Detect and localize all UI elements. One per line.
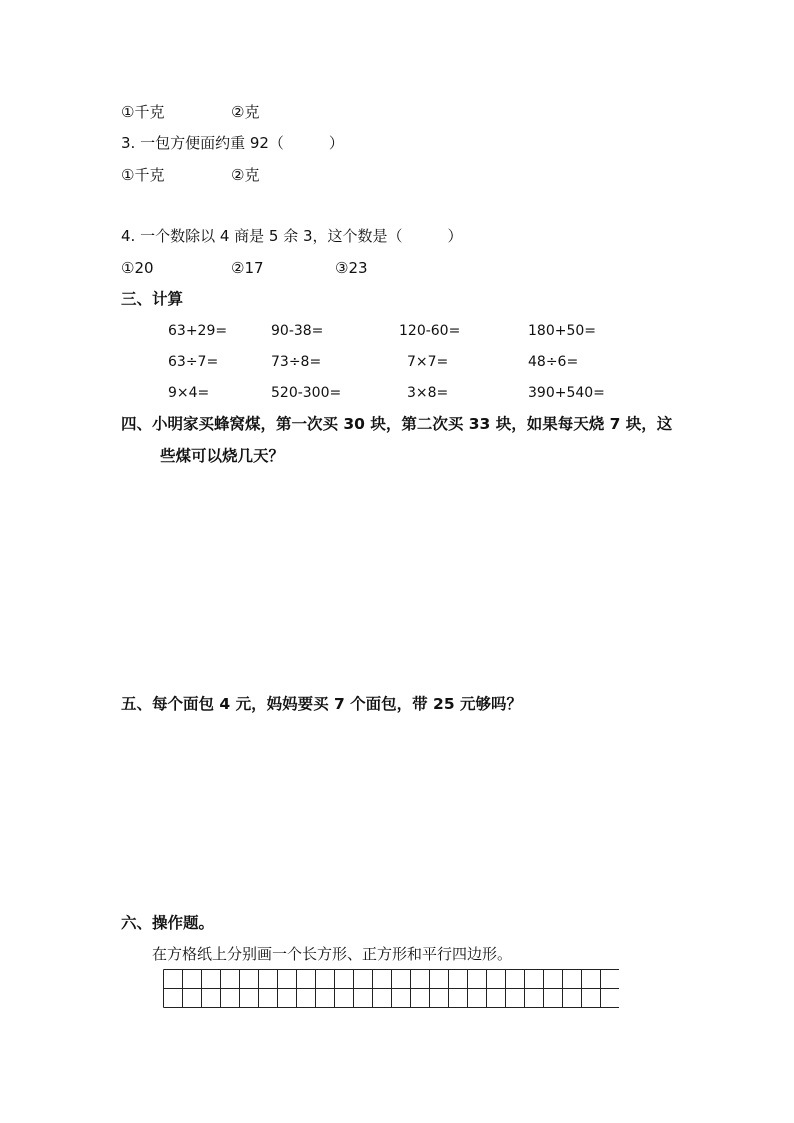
calc-r1-c4: 180+50= [528, 323, 596, 339]
q3-question: 3. 一包方便面约重 92（ ） [121, 134, 344, 152]
q3-option-a: ①千克 [121, 166, 165, 184]
section3-title: 三、计算 [121, 290, 184, 308]
calc-r2-c4: 48÷6= [528, 354, 579, 370]
q4-question: 4. 一个数除以 4 商是 5 余 3，这个数是（ ） [121, 227, 463, 245]
section5-question: 五、每个面包 4 元，妈妈要买 7 个面包，带 25 元够吗？ [121, 695, 523, 713]
q4-option-c: ③23 [335, 259, 368, 277]
calc-r3-c4: 390+540= [528, 385, 605, 401]
section6-instruction: 在方格纸上分别画一个长方形、正方形和平行四边形。 [152, 945, 513, 963]
graph-paper-grid[interactable] [163, 969, 619, 1010]
calc-r1-c3: 120-60= [399, 323, 461, 339]
section4-line1: 四、小明家买蜂窝煤，第一次买 30 块，第二次买 33 块，如果每天烧 7 块，这 [121, 415, 673, 433]
calc-r3-c2: 520-300= [271, 385, 342, 401]
calc-r1-c2: 90-38= [271, 323, 324, 339]
q4-option-b: ②17 [231, 259, 264, 277]
calc-r1-c1: 63+29= [168, 323, 228, 339]
calc-r2-c3: 7×7= [407, 354, 449, 370]
section6-title: 六、操作题。 [121, 914, 215, 932]
calc-r3-c1: 9×4= [168, 385, 210, 401]
section4-line2: 些煤可以烧几天？ [160, 447, 285, 465]
q2-option-a: ①千克 [121, 103, 165, 121]
q4-option-a: ①20 [121, 259, 154, 277]
calc-r2-c1: 63÷7= [168, 354, 219, 370]
calc-r3-c3: 3×8= [407, 385, 449, 401]
q3-option-b: ②克 [231, 166, 260, 184]
calc-r2-c2: 73÷8= [271, 354, 322, 370]
q2-option-b: ②克 [231, 103, 260, 121]
